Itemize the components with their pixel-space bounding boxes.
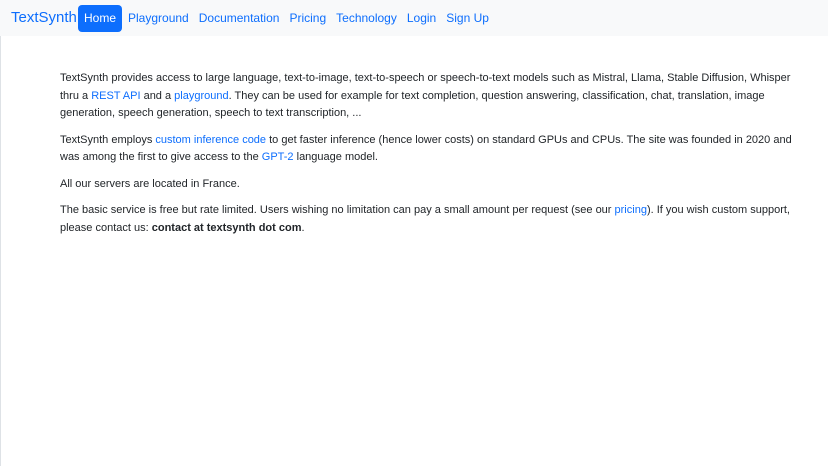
inference-code-link[interactable]: custom inference code	[155, 133, 267, 146]
nav-pricing[interactable]: Pricing	[289, 11, 327, 25]
nav-home[interactable]: Home	[78, 5, 122, 32]
main-content	[60, 70, 812, 246]
inference-paragraph: TextSynth employs custom inference code to get faster inference (hence lower costs) on standard GPUs and CPUs. The site was founded in 2020 and was among the first to give access to the GPT-2 language model.	[60, 133, 792, 163]
nav-links	[78, 5, 494, 32]
playground-link[interactable]: playground	[174, 89, 229, 102]
brand-link[interactable]: TextSynth	[11, 9, 77, 26]
top-navbar	[0, 0, 828, 36]
nav-sign-up[interactable]: Sign Up	[446, 11, 489, 25]
page-left-border	[0, 36, 1, 466]
gpt2-link[interactable]: GPT-2	[261, 151, 294, 163]
pricing-link[interactable]: pricing	[614, 204, 647, 216]
intro-paragraph: TextSynth provides access to large language, text-to-image, text-to-speech or speech-to-text models such as Mistral, Llama, Stable Diffusion, Whisper thru a REST API and a playground. They can be used for example for text completion, question answering, classification, chat, translation, image generation, speech generation, speech to text transcription, ...	[60, 72, 791, 119]
contact-email: contact at textsynth dot com	[151, 221, 302, 234]
pricing-paragraph: The basic service is free but rate limited. Users wishing no limitation can pay a small amount per request (see our pricing). If you wish custom support, please contact us: contact at textsynth dot com.	[60, 204, 790, 234]
nav-playground[interactable]: Playground	[128, 11, 189, 25]
nav-login[interactable]: Login	[406, 11, 437, 25]
rest-api-link[interactable]: REST API	[91, 89, 141, 102]
servers-paragraph: All our servers are located in France.	[60, 177, 240, 190]
nav-documentation[interactable]: Documentation	[198, 11, 280, 25]
nav-technology[interactable]: Technology	[336, 11, 397, 25]
